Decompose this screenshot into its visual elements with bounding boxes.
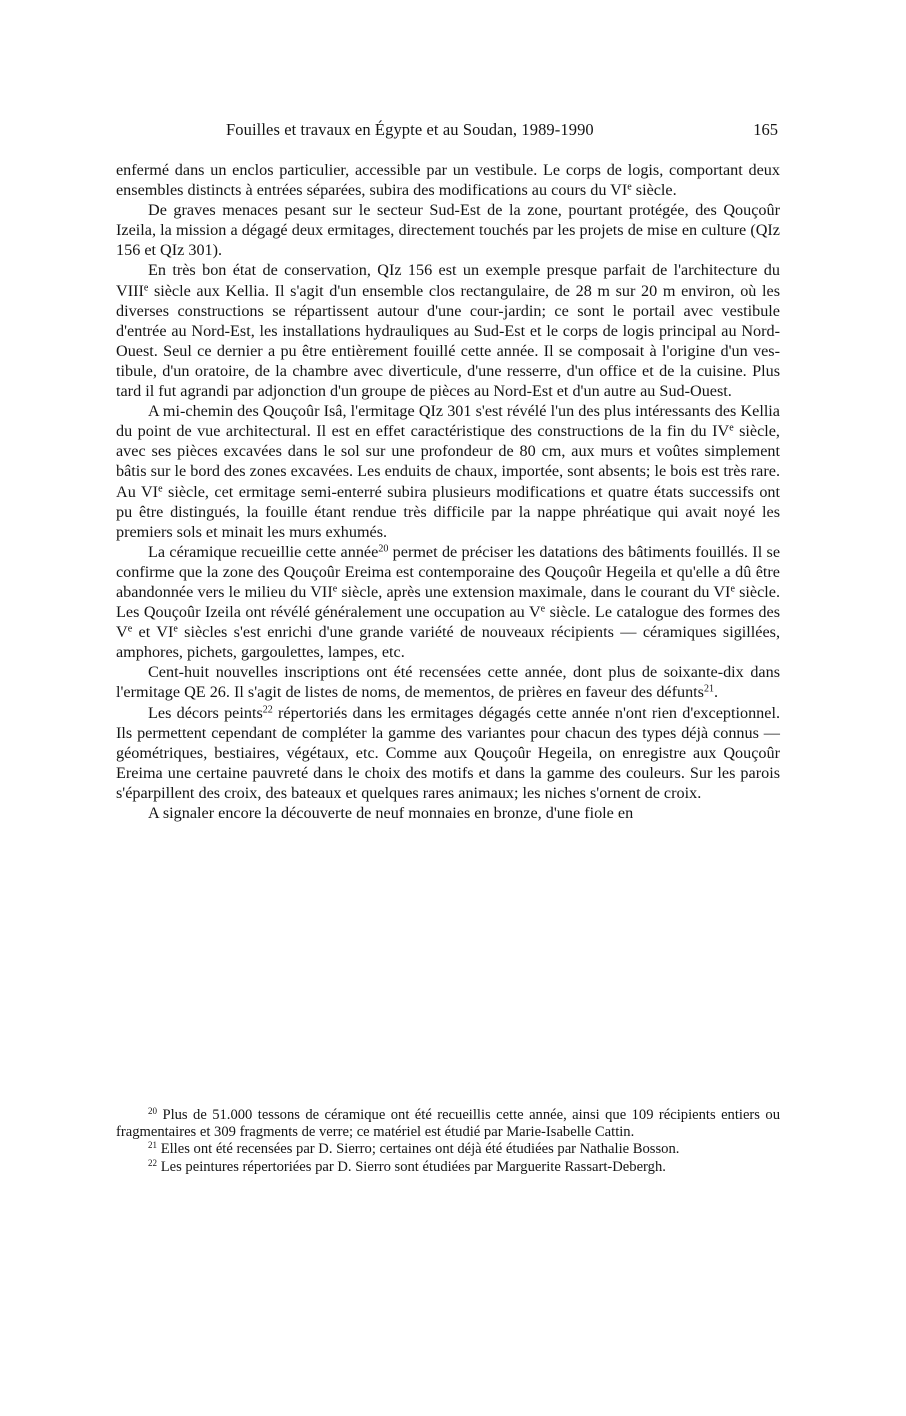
superscript: e <box>173 623 178 635</box>
text-run: siècle aux Kellia. Il s'agit d'un ensemble clos rectangulaire, de 28 m sur 20 m environ, où les diverses constructions se répartissent autour d'une cour-jardin; ce sont le portail avec vestibule d'entrée au Nord-Est, les installations hydrauliques au Sud-Est et le corps de logis principal au Nord-Ouest. Seul ce dernier a pu être entièrement fouillé cette année. Il se composait à l'origine d'un vestibule, d'un oratoire, de la chambre avec diverticule, d'une resserre, d'un office et de la cuisine. Plus tard il fut agrandi par adjonction d'un groupe de pièces au Nord-Est et d'un autre au Sud-Ouest. <box>116 281 780 401</box>
text-run: Cent-huit nouvelles inscriptions ont été recensées cette année, dont plus de soixante-dix dans l'ermitage QE 26. Il s'agit de listes de noms, de mementos, de prières en faveur des défunts <box>116 663 780 702</box>
page-number: 165 <box>753 120 778 139</box>
text-run: La céramique recueillie cette année <box>148 542 379 561</box>
superscript: e <box>158 482 163 494</box>
text-run: permet de préciser les datations des bâtiments fouillés. Il se confirme que la zone des Qouçoûr Ereima est contemporaine des Qouçoûr Hegeila et qu'elle a dû être abandonnée vers le milieu du VII <box>116 542 780 601</box>
superscript: 20 <box>378 543 389 555</box>
footnote-number: 20 <box>148 1106 158 1117</box>
superscript: e <box>627 181 632 193</box>
footnote <box>116 1159 780 1176</box>
paragraph <box>116 160 780 200</box>
text-run: En très bon état de conservation, QIz 156 est un exemple presque parfait de l'architecture du VIII <box>116 261 780 300</box>
text-run: siècles s'est enrichi d'une grande variété de nouveaux récipients — céramiques sigillées, amphores, pichets, gargoulettes, lampes, etc. <box>116 623 780 662</box>
text-run: siècle, après une extension maximale, dans le courant du VI <box>337 582 731 601</box>
paragraph <box>116 803 780 823</box>
text-run: enfermé dans un enclos particulier, accessible par un vestibule. Le corps de logis, comportant deux ensembles distincts à entrées séparées, subira des modifications au cours du VI <box>116 161 780 200</box>
paragraph <box>116 200 780 260</box>
text-run: Les décors peints <box>148 703 263 722</box>
superscript: e <box>729 422 734 434</box>
superscript: 21 <box>703 683 714 695</box>
footnote <box>116 1107 780 1141</box>
paragraph <box>116 542 780 663</box>
paragraph <box>116 662 780 702</box>
text-run: et VI <box>132 623 174 642</box>
superscript: e <box>730 583 735 595</box>
footnote-text: Elles ont été recensées par D. Sierro; certaines ont déjà été étudiées par Nathalie Bosson. <box>157 1141 680 1158</box>
text-run: A signaler encore la découverte de neuf monnaies en bronze, d'une fiole en <box>148 804 634 822</box>
main-text <box>116 160 780 823</box>
footnotes <box>116 1107 780 1176</box>
text-run: . <box>714 683 719 702</box>
footnote <box>116 1141 780 1158</box>
text-run: siècle. Les Qouçoûr Izeila ont révélé généralement une occupation au V <box>116 582 780 622</box>
text-run: siècle. <box>631 181 677 200</box>
paragraph <box>116 703 780 803</box>
footnote-text: Les peintures répertoriées par D. Sierro sont étudiées par Marguerite Rassart-Debergh. <box>157 1158 666 1175</box>
superscript: e <box>127 623 133 635</box>
footnote-text: Plus de 51.000 tessons de céramique ont été recueillis cette année, ainsi que 109 récipients entiers ou fragmentaires et 309 fragments de verre; ce matériel est étudié par Marie-Isabelle Cattin. <box>116 1107 780 1141</box>
running-header <box>116 118 780 142</box>
superscript: 22 <box>262 704 273 716</box>
superscript: e <box>332 583 338 595</box>
running-title: Fouilles et travaux en Égypte et au Soudan, 1989-1990 <box>226 120 594 139</box>
text-run: A mi-chemin des Qouçoûr Isâ, l'ermitage QIz 301 s'est révélé l'un des plus intéressants des Kellia du point de vue architectural. Il est en effet caractéristique des constructions de la fin du IV <box>116 402 780 441</box>
text-run: De graves menaces pesant sur le secteur Sud-Est de la zone, pourtant protégée, des Qouçoûr Izeila, la mission a dégagé deux ermitages, directement touchés par les projets de mise en culture (QIz 156 et QIz 301). <box>116 201 780 260</box>
superscript: e <box>143 282 149 294</box>
text-run: répertoriés dans les ermitages dégagés cette année n'ont rien d'exceptionnel. Ils permettent cependant de compléter la gamme des variantes pour chacun des types déjà connus — géométriques, bestiaires, végétaux, etc. Comme aux Qouçoûr Hegeila, on enregistre aux Qouçoûr Ereima une certaine pauvreté dans le choix des motifs et dans la gamme des couleurs. Sur les parois s'éparpillent des croix, des bateaux et quelques rares animaux; les niches s'ornent de croix. <box>116 703 780 802</box>
text-run: siècle, cet ermitage semi-enterré subira plusieurs modifications et quatre états successifs ont pu être distingués, la fouille étant rendue très difficile par la nappe phréatique qui avait noyé les premiers sols et minait les murs exhumés. <box>116 482 781 541</box>
superscript: e <box>540 603 546 615</box>
text-run: siècle, avec ses pièces excavées dans le sol sur une profondeur de 80 cm, aux murs et voûtes simplement bâtis sur le bord des zones excavées. Les enduits de chaux, importée, sont absents; le bois est très rare. Au VI <box>116 422 780 501</box>
footnote-number: 21 <box>148 1140 158 1151</box>
text-run: siècle. Le catalogue des formes des V <box>116 603 780 642</box>
footnote-number: 22 <box>148 1157 158 1168</box>
paragraph <box>116 401 780 542</box>
paragraph <box>116 260 780 401</box>
